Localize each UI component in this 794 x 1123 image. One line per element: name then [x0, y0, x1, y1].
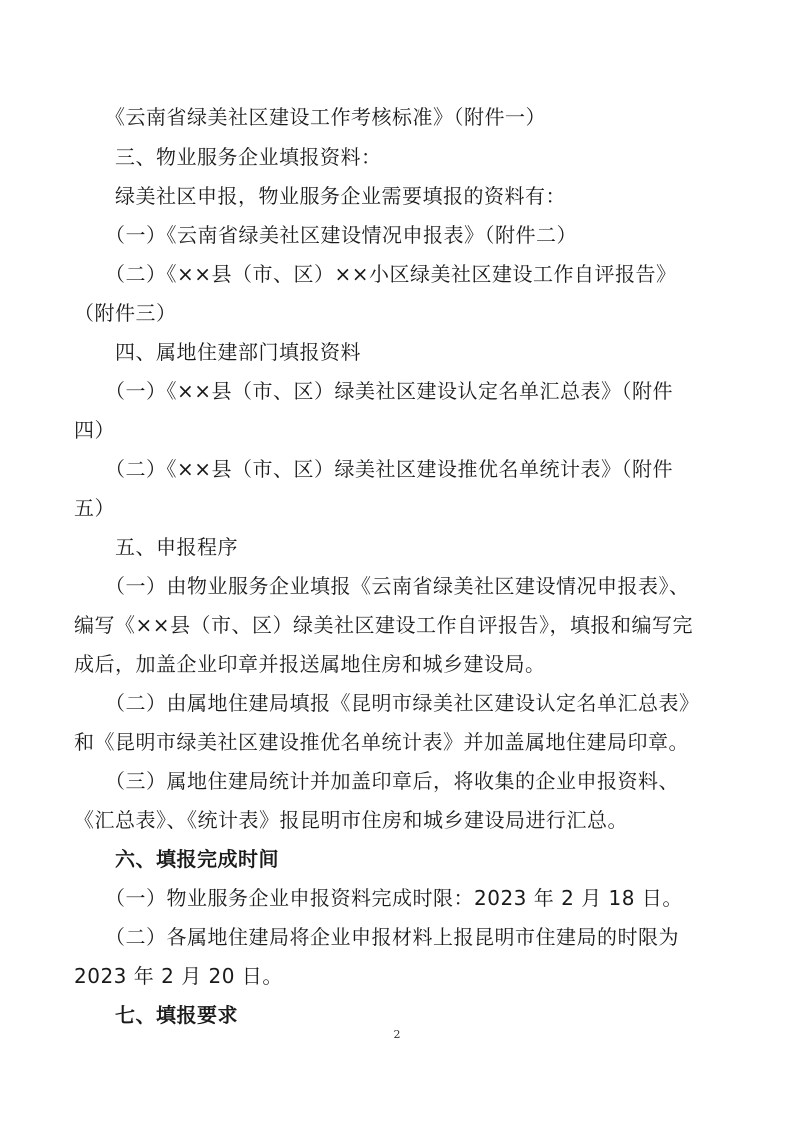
- text-line: 编写《××县（市、区）绿美社区建设工作自评报告》，填报和编写完: [74, 613, 694, 637]
- list-item: （三）属地住建局统计并加盖印章后，将收集的企业申报资料、: [74, 769, 679, 793]
- section-heading: 三、物业服务企业填报资料：: [74, 145, 382, 169]
- text-line: （附件三）: [74, 301, 177, 325]
- list-item: （二）《××县（市、区）××小区绿美社区建设工作自评报告》: [74, 262, 677, 286]
- text-line: 五）: [74, 496, 115, 520]
- list-item: （二）各属地住建局将企业申报材料上报昆明市住建局的时限为: [74, 925, 679, 949]
- list-item: （一）由物业服务企业填报《云南省绿美社区建设情况申报表》、: [74, 574, 690, 598]
- text-line: 和《昆明市绿美社区建设推优名单统计表》并加盖属地住建局印章。: [74, 730, 689, 754]
- section-heading: 七、填报要求: [74, 1003, 238, 1027]
- list-item: （二）由属地住建局填报《昆明市绿美社区建设认定名单汇总表》: [74, 691, 700, 715]
- section-heading: 四、属地住建部门填报资料: [74, 340, 361, 364]
- text-line: 四）: [74, 418, 115, 442]
- section-heading: 五、申报程序: [74, 535, 238, 559]
- list-item: （一）物业服务企业申报资料完成时限：2023 年 2 月 18 日。: [74, 886, 683, 910]
- text-line: 《云南省绿美社区建设工作考核标准》（附件一）: [74, 105, 546, 129]
- list-item: （二）《××县（市、区）绿美社区建设推优名单统计表》（附件: [74, 457, 674, 481]
- list-item: （一）《××县（市、区）绿美社区建设认定名单汇总表》（附件: [74, 379, 674, 403]
- section-heading: 六、填报完成时间: [74, 847, 279, 871]
- text-line: 《汇总表》、《统计表》报昆明市住房和城乡建设局进行汇总。: [74, 808, 628, 832]
- text-line: 成后，加盖企业印章并报送属地住房和城乡建设局。: [74, 652, 546, 676]
- text-line: 2023 年 2 月 20 日。: [74, 964, 283, 988]
- list-item: （一）《云南省绿美社区建设情况申报表》（附件二）: [74, 223, 577, 247]
- page-number: 2: [393, 1028, 401, 1041]
- text-line: 绿美社区申报，物业服务企业需要填报的资料有：: [74, 184, 566, 208]
